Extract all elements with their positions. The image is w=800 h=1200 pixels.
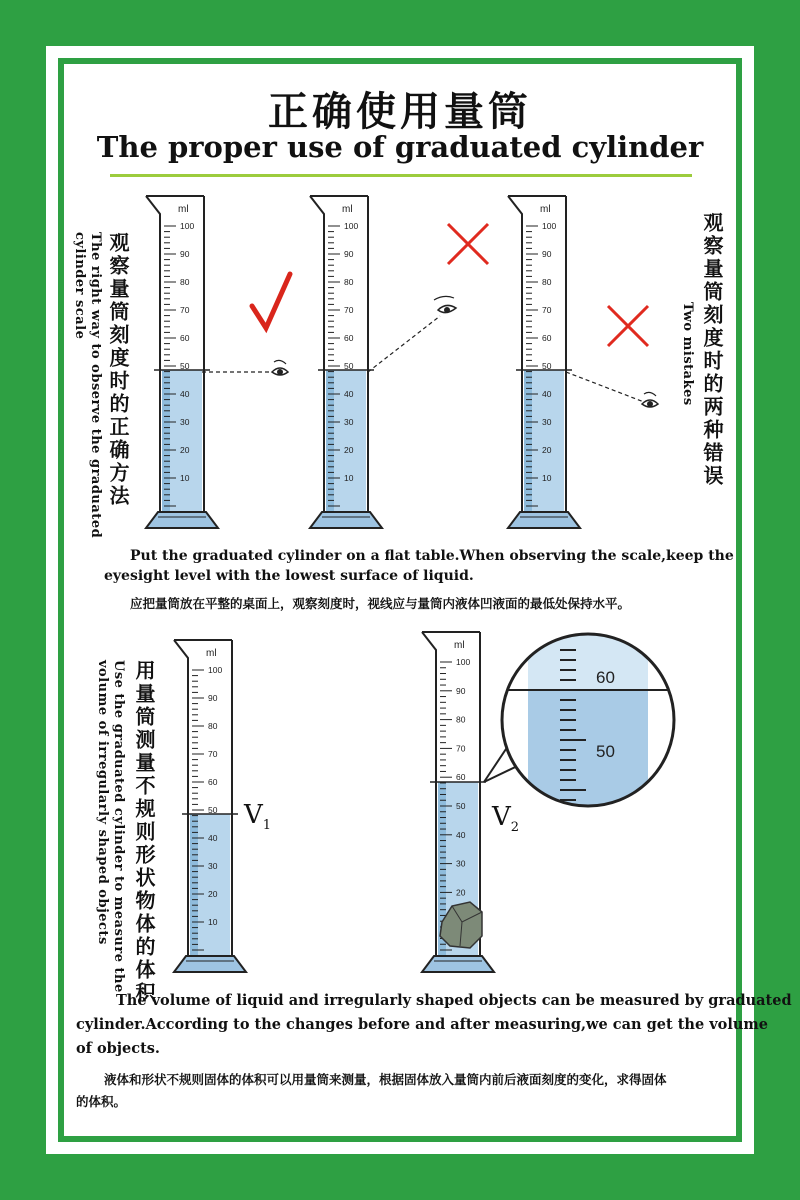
scale-label: 50 bbox=[456, 801, 466, 811]
cylinder-mistake-high bbox=[310, 196, 382, 528]
cylinder-correct bbox=[146, 196, 218, 528]
scale-label: 70 bbox=[180, 305, 190, 315]
scale-label: 50 bbox=[542, 361, 552, 371]
title-chinese: 正确使用量筒 bbox=[268, 89, 532, 135]
scale-label: 40 bbox=[542, 389, 552, 399]
scale-label: 40 bbox=[180, 389, 190, 399]
scale-label: 70 bbox=[456, 743, 466, 754]
zoom-label-60: 60 bbox=[596, 668, 615, 687]
scale-label: 90 bbox=[344, 249, 354, 259]
scale-label: 70 bbox=[344, 305, 354, 315]
scale-label: 60 bbox=[208, 777, 218, 787]
eye-icon bbox=[642, 392, 658, 407]
cross-mark-icon bbox=[448, 224, 488, 264]
section2-desc-en-2: cylinder.According to the changes before and after measuring,we can get the volume bbox=[76, 1016, 768, 1033]
unit-label: ml bbox=[342, 204, 353, 215]
scale-label: 20 bbox=[456, 887, 466, 898]
scale-label: 100 bbox=[208, 665, 223, 675]
sight-line-looking-up bbox=[566, 372, 644, 402]
scale-label: 100 bbox=[542, 221, 557, 231]
scale-label: 90 bbox=[208, 693, 218, 703]
scale-label: 80 bbox=[542, 277, 552, 287]
section2-desc-en-1: The volume of liquid and irregularly shaped objects can be measured by graduated bbox=[116, 992, 792, 1009]
scale-label: 20 bbox=[180, 445, 190, 455]
v2-label: $V_2$ bbox=[492, 802, 520, 836]
scale-label: 70 bbox=[542, 305, 552, 315]
scale-label: 30 bbox=[208, 861, 218, 871]
scale-label: 60 bbox=[180, 333, 190, 343]
scale-label: 100 bbox=[456, 657, 471, 667]
section1-desc-en-2: eyesight level with the lowest surface of liquid. bbox=[104, 568, 474, 584]
scale-label: 60 bbox=[456, 772, 466, 783]
section1-desc-cn: 应把量筒放在平整的桌面上，观察刻度时，视线应与量筒内液体凹液面的最低处保持水平。 bbox=[130, 596, 631, 611]
scale-label: 30 bbox=[344, 417, 354, 427]
section1-left-chinese: 观察量筒刻度时的正确方法 bbox=[106, 232, 130, 508]
scale-label: 80 bbox=[344, 277, 354, 287]
scale-label: 80 bbox=[456, 714, 466, 725]
scale-label: 30 bbox=[542, 417, 552, 427]
zoom-bubble bbox=[484, 630, 680, 810]
scale-label: 90 bbox=[180, 249, 190, 259]
unit-label: ml bbox=[454, 640, 465, 651]
scale-label: 20 bbox=[208, 889, 218, 899]
check-mark-icon bbox=[252, 274, 290, 328]
scale-label: 90 bbox=[542, 249, 552, 259]
cylinder-mistake-low bbox=[508, 196, 580, 528]
scale-label: 60 bbox=[542, 333, 552, 343]
scale-label: 20 bbox=[542, 445, 552, 455]
scale-label: 60 bbox=[344, 333, 354, 343]
eye-icon bbox=[272, 360, 288, 375]
section2-desc-cn-1: 液体和形状不规则固体的体积可以用量筒来测量，根据固体放入量筒内前后液面刻度的变化，求得固体 bbox=[104, 1072, 667, 1087]
unit-label: ml bbox=[540, 204, 551, 215]
zoom-label-50: 50 bbox=[596, 742, 615, 761]
section1-right-chinese: 观察量筒刻度时的两种错误 bbox=[700, 212, 724, 488]
sight-line-looking-down bbox=[368, 316, 440, 372]
title-english: The proper use of graduated cylinder bbox=[96, 130, 704, 164]
scale-label: 10 bbox=[208, 917, 218, 927]
scale-label: 50 bbox=[180, 361, 190, 371]
scale-label: 30 bbox=[180, 417, 190, 427]
section2-left-chinese: 用量筒测量不规则形状物体的体积 bbox=[132, 660, 156, 1005]
scale-label: 10 bbox=[344, 473, 354, 483]
scale-label: 40 bbox=[456, 829, 466, 840]
section1-left-english-2: cylinder scale bbox=[72, 232, 87, 340]
v1-label: $V_1$ bbox=[244, 800, 272, 834]
section1-desc-en-1: Put the graduated cylinder on a flat table.When observing the scale,keep the bbox=[130, 548, 734, 564]
scale-label: 40 bbox=[344, 389, 354, 399]
scale-label: 50 bbox=[208, 805, 218, 815]
cross-mark-icon bbox=[608, 306, 648, 346]
section1-left-english-1: The right way to observe the graduated bbox=[88, 232, 103, 539]
scale-label: 80 bbox=[208, 721, 218, 731]
scale-label: 20 bbox=[344, 445, 354, 455]
scale-label: 70 bbox=[208, 749, 218, 759]
scale-label: 50 bbox=[344, 361, 354, 371]
scale-label: 30 bbox=[456, 858, 466, 869]
section2-desc-en-3: of objects. bbox=[76, 1040, 160, 1057]
cylinder-v1 bbox=[174, 640, 246, 972]
unit-label: ml bbox=[178, 204, 189, 215]
section1-right-english: Two mistakes bbox=[680, 302, 695, 406]
unit-label: ml bbox=[206, 648, 217, 659]
section2-left-english-1: Use the graduated cylinder to measure the bbox=[111, 660, 126, 993]
section2-left-english-2: volume of irregularly shaped objects bbox=[95, 660, 110, 945]
scale-label: 80 bbox=[180, 277, 190, 287]
scale-label: 100 bbox=[344, 221, 359, 231]
eye-icon bbox=[434, 296, 456, 313]
scale-label: 100 bbox=[180, 221, 195, 231]
section2-desc-cn-2: 的体积。 bbox=[76, 1094, 127, 1109]
scale-label: 10 bbox=[180, 473, 190, 483]
scale-label: 40 bbox=[208, 833, 218, 843]
scale-label: 10 bbox=[542, 473, 552, 483]
scale-label: 90 bbox=[456, 685, 466, 696]
cylinders-layer bbox=[146, 196, 580, 972]
